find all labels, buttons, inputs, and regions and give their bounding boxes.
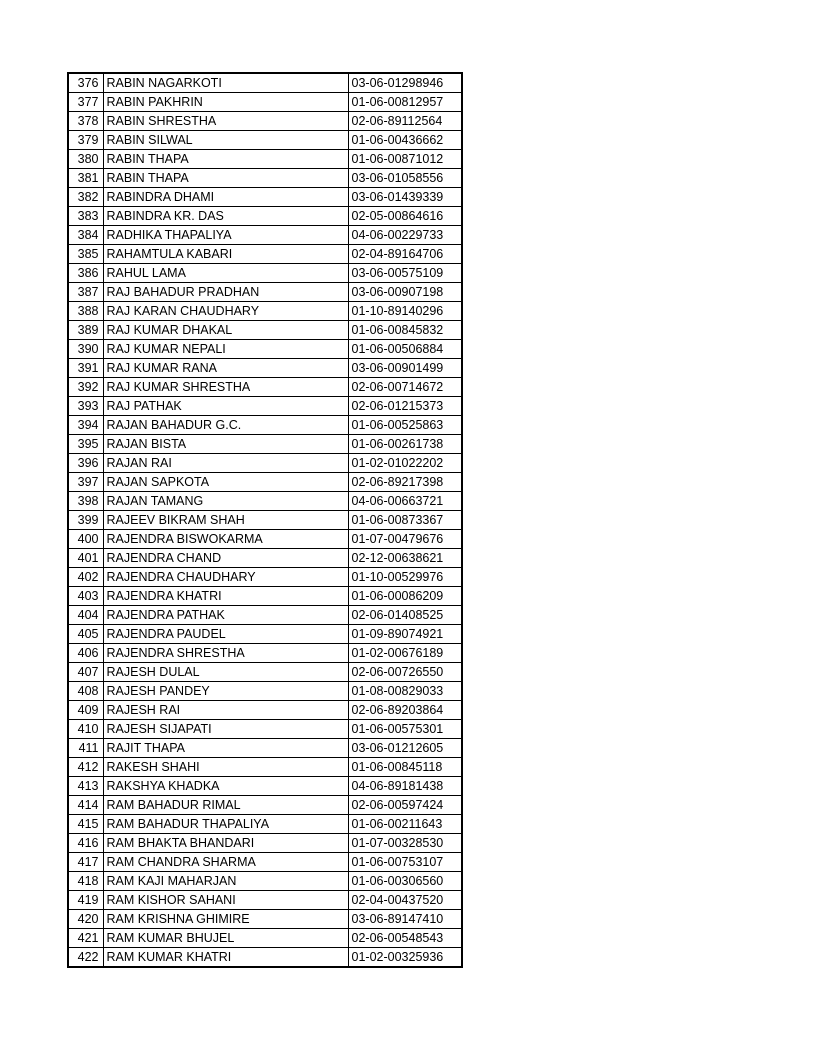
- id-number-cell: 01-07-00479676: [348, 530, 462, 549]
- row-number-cell: 416: [68, 834, 103, 853]
- row-number-cell: 399: [68, 511, 103, 530]
- row-number-cell: 381: [68, 169, 103, 188]
- name-cell: RAJIT THAPA: [103, 739, 348, 758]
- id-number-cell: 02-06-00548543: [348, 929, 462, 948]
- table-row: [68, 511, 462, 530]
- row-number-cell: 412: [68, 758, 103, 777]
- id-number-cell: 01-06-00211643: [348, 815, 462, 834]
- row-number-cell: 383: [68, 207, 103, 226]
- row-number-cell: 419: [68, 891, 103, 910]
- table-row: [68, 435, 462, 454]
- id-number-cell: 01-10-00529976: [348, 568, 462, 587]
- row-number-cell: 402: [68, 568, 103, 587]
- name-cell: RAJAN BAHADUR G.C.: [103, 416, 348, 435]
- table-row: [68, 473, 462, 492]
- row-number-cell: 411: [68, 739, 103, 758]
- table-row: [68, 302, 462, 321]
- id-number-cell: 01-02-00676189: [348, 644, 462, 663]
- row-number-cell: 386: [68, 264, 103, 283]
- table-row: [68, 245, 462, 264]
- id-number-cell: 02-06-00714672: [348, 378, 462, 397]
- id-number-cell: 02-06-89203864: [348, 701, 462, 720]
- id-number-cell: 01-09-89074921: [348, 625, 462, 644]
- id-number-cell: 01-06-00812957: [348, 93, 462, 112]
- table-row: [68, 188, 462, 207]
- table-row: [68, 568, 462, 587]
- id-number-cell: 02-06-01408525: [348, 606, 462, 625]
- table-row: [68, 340, 462, 359]
- row-number-cell: 384: [68, 226, 103, 245]
- row-number-cell: 410: [68, 720, 103, 739]
- roster-body: [68, 73, 462, 967]
- id-number-cell: 01-08-00829033: [348, 682, 462, 701]
- table-row: [68, 720, 462, 739]
- id-number-cell: 01-02-01022202: [348, 454, 462, 473]
- name-cell: RABIN SHRESTHA: [103, 112, 348, 131]
- table-row: [68, 682, 462, 701]
- row-number-cell: 378: [68, 112, 103, 131]
- table-row: [68, 112, 462, 131]
- row-number-cell: 380: [68, 150, 103, 169]
- id-number-cell: 01-10-89140296: [348, 302, 462, 321]
- row-number-cell: 388: [68, 302, 103, 321]
- id-number-cell: 02-04-00437520: [348, 891, 462, 910]
- name-cell: RAJENDRA CHAUDHARY: [103, 568, 348, 587]
- name-cell: RAJ PATHAK: [103, 397, 348, 416]
- id-number-cell: 03-06-01058556: [348, 169, 462, 188]
- id-number-cell: 04-06-00229733: [348, 226, 462, 245]
- table-row: [68, 359, 462, 378]
- table-row: [68, 929, 462, 948]
- name-cell: RAJ KARAN CHAUDHARY: [103, 302, 348, 321]
- id-number-cell: 01-06-00306560: [348, 872, 462, 891]
- id-number-cell: 01-06-00845832: [348, 321, 462, 340]
- row-number-cell: 405: [68, 625, 103, 644]
- id-number-cell: 01-06-00506884: [348, 340, 462, 359]
- name-cell: RAJ KUMAR DHAKAL: [103, 321, 348, 340]
- name-cell: RABINDRA DHAMI: [103, 188, 348, 207]
- table-row: [68, 283, 462, 302]
- row-number-cell: 421: [68, 929, 103, 948]
- name-cell: RAJ KUMAR SHRESTHA: [103, 378, 348, 397]
- row-number-cell: 422: [68, 948, 103, 968]
- row-number-cell: 376: [68, 73, 103, 93]
- table-row: [68, 587, 462, 606]
- id-number-cell: 01-06-00525863: [348, 416, 462, 435]
- name-cell: RAJENDRA PAUDEL: [103, 625, 348, 644]
- name-cell: RAJAN SAPKOTA: [103, 473, 348, 492]
- id-number-cell: 04-06-89181438: [348, 777, 462, 796]
- table-row: [68, 549, 462, 568]
- row-number-cell: 393: [68, 397, 103, 416]
- table-row: [68, 777, 462, 796]
- table-row: [68, 663, 462, 682]
- id-number-cell: 02-06-89112564: [348, 112, 462, 131]
- name-cell: RAM KUMAR BHUJEL: [103, 929, 348, 948]
- name-cell: RAM KISHOR SAHANI: [103, 891, 348, 910]
- name-cell: RAKESH SHAHI: [103, 758, 348, 777]
- table-row: [68, 815, 462, 834]
- name-cell: RABIN THAPA: [103, 169, 348, 188]
- name-cell: RAJAN BISTA: [103, 435, 348, 454]
- table-row: [68, 625, 462, 644]
- id-number-cell: 03-06-89147410: [348, 910, 462, 929]
- row-number-cell: 407: [68, 663, 103, 682]
- table-row: [68, 150, 462, 169]
- id-number-cell: 03-06-00901499: [348, 359, 462, 378]
- row-number-cell: 382: [68, 188, 103, 207]
- table-row: [68, 73, 462, 93]
- row-number-cell: 403: [68, 587, 103, 606]
- id-number-cell: 01-07-00328530: [348, 834, 462, 853]
- name-cell: RAJ BAHADUR PRADHAN: [103, 283, 348, 302]
- table-row: [68, 207, 462, 226]
- table-row: [68, 416, 462, 435]
- id-number-cell: 01-06-00261738: [348, 435, 462, 454]
- table-row: [68, 530, 462, 549]
- table-row: [68, 644, 462, 663]
- table-row: [68, 872, 462, 891]
- name-cell: RADHIKA THAPALIYA: [103, 226, 348, 245]
- row-number-cell: 390: [68, 340, 103, 359]
- id-number-cell: 04-06-00663721: [348, 492, 462, 511]
- name-cell: RABIN THAPA: [103, 150, 348, 169]
- id-number-cell: 02-04-89164706: [348, 245, 462, 264]
- name-cell: RABIN SILWAL: [103, 131, 348, 150]
- row-number-cell: 420: [68, 910, 103, 929]
- row-number-cell: 391: [68, 359, 103, 378]
- name-cell: RABIN PAKHRIN: [103, 93, 348, 112]
- id-number-cell: 02-05-00864616: [348, 207, 462, 226]
- name-cell: RAJENDRA CHAND: [103, 549, 348, 568]
- table-row: [68, 948, 462, 968]
- row-number-cell: 395: [68, 435, 103, 454]
- id-number-cell: 02-06-00597424: [348, 796, 462, 815]
- name-cell: RAJENDRA BISWOKARMA: [103, 530, 348, 549]
- name-cell: RAJESH PANDEY: [103, 682, 348, 701]
- row-number-cell: 398: [68, 492, 103, 511]
- table-row: [68, 226, 462, 245]
- row-number-cell: 385: [68, 245, 103, 264]
- table-row: [68, 606, 462, 625]
- id-number-cell: 01-06-00871012: [348, 150, 462, 169]
- name-cell: RAJESH RAI: [103, 701, 348, 720]
- name-cell: RAJEEV BIKRAM SHAH: [103, 511, 348, 530]
- row-number-cell: 417: [68, 853, 103, 872]
- table-row: [68, 378, 462, 397]
- table-row: [68, 758, 462, 777]
- table-row: [68, 701, 462, 720]
- row-number-cell: 392: [68, 378, 103, 397]
- table-row: [68, 891, 462, 910]
- row-number-cell: 379: [68, 131, 103, 150]
- id-number-cell: 01-06-00436662: [348, 131, 462, 150]
- id-number-cell: 02-06-00726550: [348, 663, 462, 682]
- row-number-cell: 408: [68, 682, 103, 701]
- name-cell: RAM BAHADUR THAPALIYA: [103, 815, 348, 834]
- name-cell: RAM CHANDRA SHARMA: [103, 853, 348, 872]
- roster-table: [67, 72, 463, 968]
- id-number-cell: 01-06-00086209: [348, 587, 462, 606]
- row-number-cell: 409: [68, 701, 103, 720]
- name-cell: RAJENDRA PATHAK: [103, 606, 348, 625]
- name-cell: RAM KAJI MAHARJAN: [103, 872, 348, 891]
- name-cell: RAJ KUMAR NEPALI: [103, 340, 348, 359]
- id-number-cell: 03-06-00575109: [348, 264, 462, 283]
- row-number-cell: 413: [68, 777, 103, 796]
- table-row: [68, 492, 462, 511]
- name-cell: RAJENDRA KHATRI: [103, 587, 348, 606]
- table-row: [68, 131, 462, 150]
- id-number-cell: 02-06-01215373: [348, 397, 462, 416]
- row-number-cell: 389: [68, 321, 103, 340]
- name-cell: RAM KUMAR KHATRI: [103, 948, 348, 968]
- name-cell: RAJENDRA SHRESTHA: [103, 644, 348, 663]
- name-cell: RAJAN RAI: [103, 454, 348, 473]
- name-cell: RAJESH SIJAPATI: [103, 720, 348, 739]
- name-cell: RABINDRA KR. DAS: [103, 207, 348, 226]
- table-row: [68, 739, 462, 758]
- row-number-cell: 418: [68, 872, 103, 891]
- id-number-cell: 01-02-00325936: [348, 948, 462, 968]
- table-row: [68, 853, 462, 872]
- name-cell: RAKSHYA KHADKA: [103, 777, 348, 796]
- name-cell: RAHUL LAMA: [103, 264, 348, 283]
- id-number-cell: 02-12-00638621: [348, 549, 462, 568]
- row-number-cell: 406: [68, 644, 103, 663]
- id-number-cell: 01-06-00845118: [348, 758, 462, 777]
- table-row: [68, 264, 462, 283]
- name-cell: RAHAMTULA KABARI: [103, 245, 348, 264]
- row-number-cell: 414: [68, 796, 103, 815]
- id-number-cell: 01-06-00753107: [348, 853, 462, 872]
- name-cell: RAJ KUMAR RANA: [103, 359, 348, 378]
- name-cell: RAJESH DULAL: [103, 663, 348, 682]
- name-cell: RAM KRISHNA GHIMIRE: [103, 910, 348, 929]
- table-row: [68, 910, 462, 929]
- id-number-cell: 02-06-89217398: [348, 473, 462, 492]
- row-number-cell: 400: [68, 530, 103, 549]
- row-number-cell: 377: [68, 93, 103, 112]
- table-row: [68, 93, 462, 112]
- id-number-cell: 03-06-01298946: [348, 73, 462, 93]
- row-number-cell: 404: [68, 606, 103, 625]
- id-number-cell: 03-06-00907198: [348, 283, 462, 302]
- name-cell: RAM BAHADUR RIMAL: [103, 796, 348, 815]
- table-row: [68, 834, 462, 853]
- table-row: [68, 796, 462, 815]
- row-number-cell: 396: [68, 454, 103, 473]
- id-number-cell: 01-06-00873367: [348, 511, 462, 530]
- table-row: [68, 169, 462, 188]
- id-number-cell: 03-06-01439339: [348, 188, 462, 207]
- name-cell: RAM BHAKTA BHANDARI: [103, 834, 348, 853]
- row-number-cell: 401: [68, 549, 103, 568]
- id-number-cell: 03-06-01212605: [348, 739, 462, 758]
- name-cell: RABIN NAGARKOTI: [103, 73, 348, 93]
- row-number-cell: 397: [68, 473, 103, 492]
- table-row: [68, 321, 462, 340]
- row-number-cell: 415: [68, 815, 103, 834]
- name-cell: RAJAN TAMANG: [103, 492, 348, 511]
- id-number-cell: 01-06-00575301: [348, 720, 462, 739]
- row-number-cell: 394: [68, 416, 103, 435]
- table-row: [68, 454, 462, 473]
- table-row: [68, 397, 462, 416]
- row-number-cell: 387: [68, 283, 103, 302]
